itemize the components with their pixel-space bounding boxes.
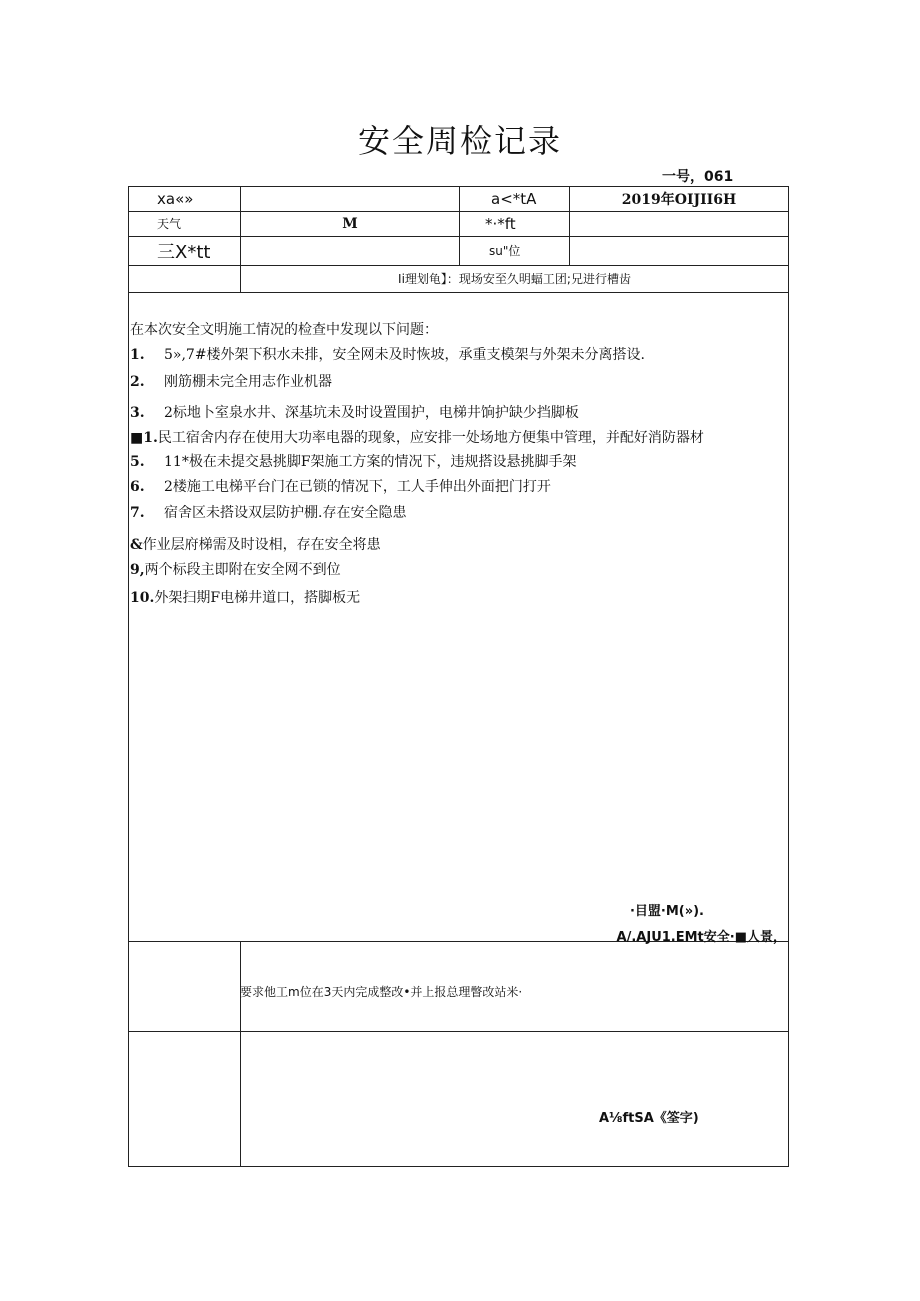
finding-text: 5»,7#楼外架下积水未排，安全网未及时恢坡，承重支模架与外架未分离搭设. — [164, 347, 646, 363]
row3-label: 三X*tt — [157, 241, 211, 263]
row1-value — [241, 187, 459, 211]
finding-item — [130, 344, 645, 364]
row1-label2: a<*tA — [491, 190, 537, 208]
weather-value: M — [342, 215, 358, 232]
finding-number: 2. — [130, 374, 145, 390]
finding-item — [130, 371, 332, 391]
finding-text: 2楼施工电梯平台门在已锁的情况下，工人手伸出外面把门打开 — [164, 479, 551, 495]
finding-item — [130, 451, 577, 471]
inspector-signature-line: ·目盟·M(»). — [629, 904, 704, 919]
finding-text: 外架扫期F电梯井道口，搭脚板无 — [154, 590, 361, 606]
finding-item — [130, 502, 406, 522]
finding-text: 作业层府梯需及时设相，存在安全将患 — [142, 537, 381, 553]
weather-label: 天气 — [157, 217, 182, 231]
finding-number: 3. — [130, 405, 145, 421]
findings-intro: 在本次安全文明施工情况的检查中发现以下问题： — [130, 322, 438, 338]
row2-value2 — [570, 211, 788, 236]
finding-number: 7. — [130, 505, 145, 521]
finding-text: 2标地卜室泉水井、深基坑未及时设置围护，电梯井饷护缺少挡脚板 — [164, 405, 579, 421]
finding-item — [130, 402, 579, 422]
finding-item — [130, 427, 704, 447]
row3-value2 — [570, 236, 788, 265]
finding-item — [130, 476, 551, 496]
finding-number: 5. — [130, 454, 145, 470]
finding-text: 11*极在未提交悬挑脚F架施工方案的情况下，违规搭设悬挑脚手架 — [164, 454, 577, 470]
inspection-date: 2019年OIJII6H — [621, 192, 737, 208]
finding-number: 1. — [130, 347, 145, 363]
row1-label: xa«» — [157, 190, 194, 208]
reviewer-signature: A⅛ftSA《筌字) — [599, 1111, 699, 1126]
rectification-requirement: 要求他工m位在3天内完成整改•并上报总理瞥改站米· — [240, 985, 523, 999]
finding-text: 两个标段主即附在安全网不到位 — [144, 562, 341, 578]
finding-text: 宿舍区未搭设双层防护棚.存在安全隐患 — [164, 505, 407, 521]
finding-number: ■1. — [130, 430, 158, 446]
row3-label2: su"位 — [489, 244, 521, 258]
inspection-scope: Ii理划龟】：现场安至久明蝠工团;兄进行槽齿 — [398, 272, 631, 286]
finding-number: 6. — [130, 479, 145, 495]
finding-number: 9, — [130, 562, 145, 578]
finding-number: & — [130, 537, 143, 553]
finding-text: 刚筋棚未完全用志作业机器 — [164, 374, 332, 390]
document-title: 安全周检记录 — [357, 122, 562, 160]
finding-item — [130, 534, 381, 554]
finding-text: 民工宿舍内存在使用大功率电器的现象，应安排一处场地方便集中管理，并配好消防器材 — [157, 430, 704, 446]
finding-number: 10. — [130, 590, 155, 606]
row3-value — [241, 236, 459, 265]
inspector-team-line: A/.AJU1.EMt安全·■人景， — [616, 930, 786, 945]
finding-item — [130, 587, 360, 607]
serial-number: 一号，061 — [662, 169, 734, 185]
row2-label2: *·*ft — [485, 214, 516, 233]
finding-item — [130, 559, 341, 579]
